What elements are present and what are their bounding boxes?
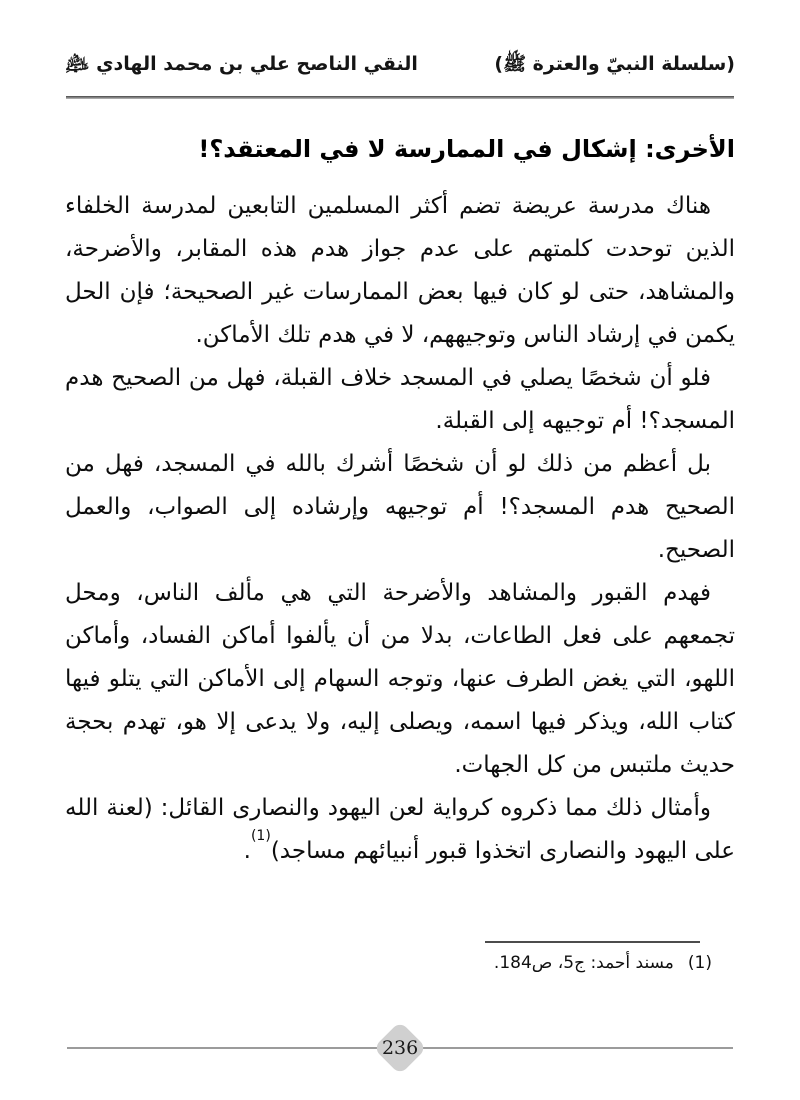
footnote-marker: (1): [687, 953, 712, 973]
footnote-rule: [485, 941, 700, 943]
footer-rule-right: [417, 1047, 733, 1049]
page-footer: [67, 1029, 733, 1067]
footnote-reference-marker: (1): [250, 828, 271, 845]
paragraph-5-period: .: [243, 838, 251, 864]
paragraph-2: فلو أن شخصًا يصلي في المسجد خلاف القبلة، فهل من الصحيح هدم المسجد؟! أم توجيهه إلى القبلة.: [65, 365, 735, 434]
page-body: [65, 132, 735, 932]
footnote: [65, 950, 712, 976]
footer-rule-left: [67, 1047, 383, 1049]
header-rule: [66, 96, 734, 99]
header-series-title: (سلسلة النبيّ والعترة ﷺ): [494, 53, 735, 75]
paragraph-3: بل أعظم من ذلك لو أن شخصًا أشرك بالله في المسجد، فهل من الصحيح هدم المسجد؟! أم توجيهه وإرشاده إلى الصواب، والعمل الصحيح.: [65, 451, 735, 563]
paragraph-4: فهدم القبور والمشاهد والأضرحة التي هي مألف الناس، ومحل تجمعهم على فعل الطاعات، بدلا من أن يألفوا أماكن الفساد، وأماكن اللهو، التي يغض الطرف عنها، وتوجه السهام إلى الأماكن التي يتلو فيها كتاب الله، ويذكر فيها اسمه، ويصلى إليه، ولا يدعى إلا هو، تهدم بحجة حديث ملتبس من كل الجهات.: [65, 580, 735, 778]
page-number-badge: [373, 1021, 427, 1075]
running-header: [65, 52, 735, 80]
footnote-text: مسند أحمد: ج5، ص184.: [493, 953, 674, 973]
paragraph-1: هناك مدرسة عريضة تضم أكثر المسلمين التابعين لمدرسة الخلفاء الذين توحدت كلمتهم على عدم جواز هدم هذه المقابر، والأضرحة، والمشاهد، حتى لو كان فيها بعض الممارسات غير الصحيحة؛ فإن الحل يكمن في إرشاد الناس وتوجيههم، لا في هدم تلك الأماكن.: [65, 193, 735, 348]
paragraph-5: [65, 787, 735, 873]
page-number: 236: [381, 1037, 419, 1060]
header-book-title: النقي الناصح علي بن محمد الهادي ﵇: [65, 53, 418, 75]
paragraph-5-text: وأمثال ذلك مما ذكروه كرواية لعن اليهود والنصارى القائل: (لعنة الله على اليهود والنصارى اتخذوا قبور أنبيائهم مساجد): [65, 795, 735, 864]
section-heading: الأخرى: إشكال في الممارسة لا في المعتقد؟!: [198, 135, 735, 163]
